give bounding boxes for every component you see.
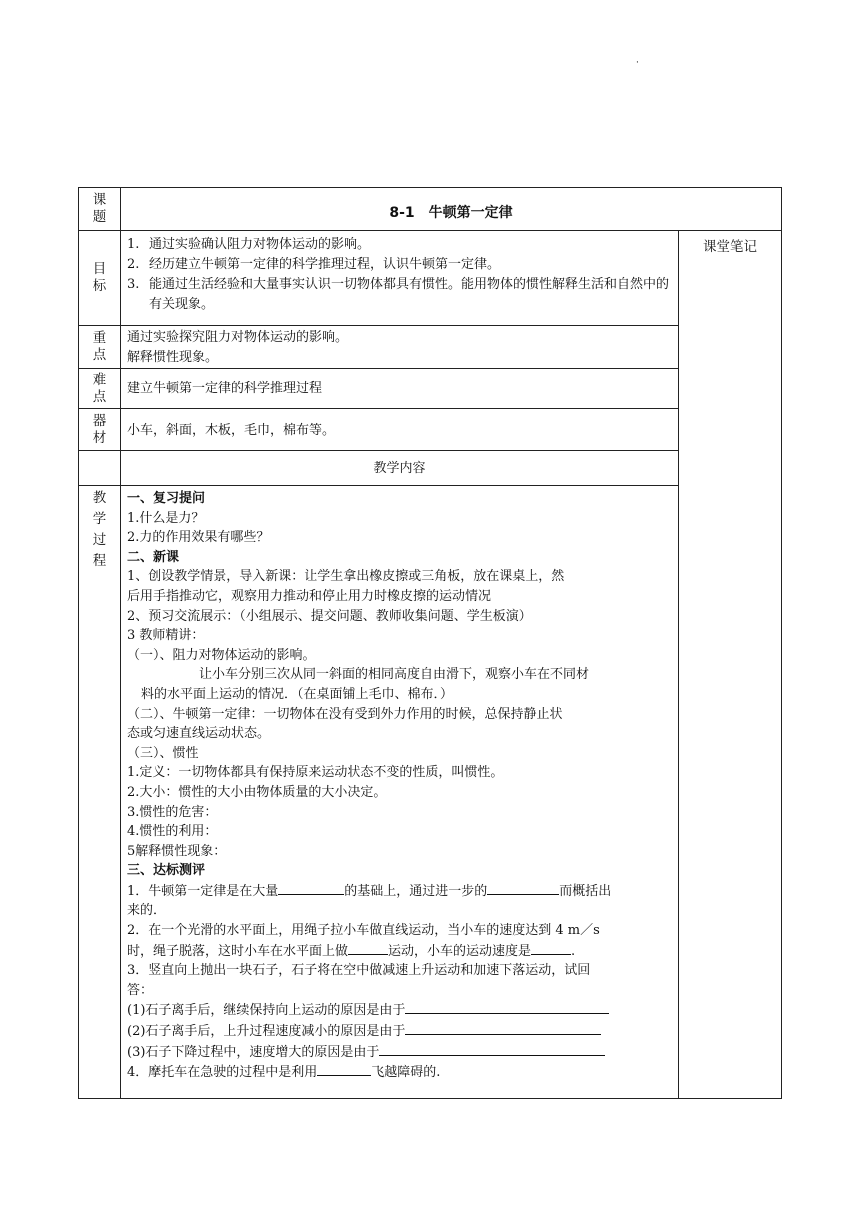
goal-item: 1. 通过实验确认阻力对物体运动的影响。 <box>127 237 371 252</box>
teaching-process-cell: 一、复习提问 1.什么是力？ 2.力的作用效果有哪些？ 二、新课 1、创设教学情景，导入新课：让学生拿出橡皮擦或三角板，放在课桌上，然 后用手指推动它，观察用力推动和停止用力时橡皮擦的运动情况 2、预习交流展示：（小组展示、提交问题、教师收集问题、学生板演） 3 教师精讲： （一）、阻力对物体运动的影响。 让小车分别三次从同一斜面的相同高度自由滑下，观察小车在不同材 料的水平面上运动的情况．（在桌面铺上毛巾、棉布．） （二）、牛顿第一定律：一切物体在没有受到外力作用的时候，总保持静止状 态或匀速直线运动状态。 （三）、惯性 1.定义：一切物体都具有保持原来运动状态不变的性质，叫惯性。 2.大小：惯性的大小由物体质量的大小决定。 3.惯性的危害： 4.惯性的利用： 5解释惯性现象： 三、达标测评 1．牛顿第一定律是在大量 的基础上，通过进一步的 而概括出 来的． 2．在一个光滑的水平面上，用绳子拉小车做直线运动，当小车的速度达到 4 m／s 时，绳子脱落，这时小车在水平面上做 运动，小车的运动速度是 . 3．竖直向上抛出一块石子，石子将在空中做减速上升运动和加速下落运动，试回 答： (1)石子离手后，继续保持向上运动的原因是由于 (2)石子离手后，上升过程速度减小的原因是由于 (3)石子下降过程中，速度增大的原因是由于 4．摩托车在急驶的过程中是利用 飞越障碍的. <box>120 485 679 1099</box>
lesson-title: 8-1 牛顿第一定律 <box>120 187 782 231</box>
label-process: 教 学 过 程 <box>78 485 121 1099</box>
question-2: 2．在一个光滑的水平面上，用绳子拉小车做直线运动，当小车的速度达到 4 m／s <box>127 923 600 939</box>
blank-label <box>78 450 121 486</box>
label-topic: 课 题 <box>78 187 121 231</box>
section-new-lesson: 二、新课 <box>127 549 180 565</box>
difficulty-cell <box>120 368 679 409</box>
equipment-cell <box>120 408 679 451</box>
goals-cell <box>120 230 679 326</box>
label-key: 重 点 <box>78 325 121 369</box>
label-goals: 目 标 <box>78 230 121 326</box>
question-4: 4．摩托车在急驶的过程中是利用 飞越障碍的. <box>127 1062 672 1083</box>
equipment-text: 小车，斜面，木板，毛巾，棉布等。 <box>127 423 336 438</box>
label-equipment: 器 材 <box>78 408 121 451</box>
difficulty-text: 建立牛顿第一定律的科学推理过程 <box>127 381 323 396</box>
question-3: 3．竖直向上抛出一块石子，石子将在空中做减速上升运动和加速下落运动，试回 <box>127 963 591 979</box>
notes-header: 课堂笔记 <box>703 239 757 255</box>
section-review: 一、复习提问 <box>127 491 206 506</box>
lesson-plan-table <box>78 187 782 1099</box>
question-1: 1．牛顿第一定律是在大量 的基础上，通过进一步的 而概括出 <box>127 881 672 902</box>
section-assessment: 三、达标测评 <box>127 863 206 879</box>
key-point: 通过实验探究阻力对物体运动的影响。 <box>127 330 349 345</box>
goal-item: 3. 能通过生活经验和大量事实认识一切物体都具有惯性。能用物体的惯性解释生活和自然中的有关现象。 <box>127 277 670 312</box>
key-point: 解释惯性现象。 <box>127 350 219 365</box>
label-difficulty: 难 点 <box>78 368 121 409</box>
teaching-header: 教学内容 <box>120 450 679 486</box>
goal-item: 2. 经历建立牛顿第一定律的科学推理过程，认识牛顿第一定律。 <box>127 257 501 272</box>
page-mark: · <box>636 58 639 68</box>
notes-column <box>678 230 782 1099</box>
key-points-cell <box>120 325 679 369</box>
